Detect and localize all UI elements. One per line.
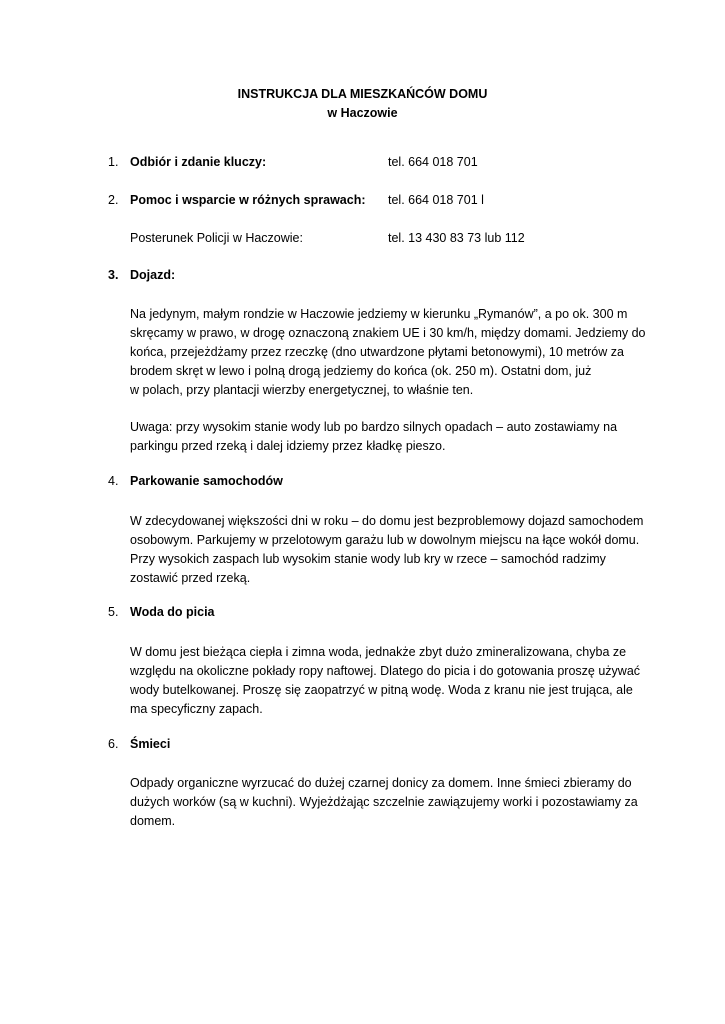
section-number: 3. xyxy=(108,268,119,282)
text-line: Uwaga: przy wysokim stanie wody lub po bardzo silnych opadach – auto zostawiamy na xyxy=(130,420,618,434)
section-number: 4. xyxy=(108,474,119,488)
section-heading-keys: Odbiór i zdanie kluczy: xyxy=(130,155,267,169)
text-line: W zdecydowanej większości dni w roku – do domu jest bezproblemowy dojazd samochodem xyxy=(130,514,644,528)
text-line: parkingu przed rzeką i dalej idziemy przez kładkę pieszo. xyxy=(130,439,446,453)
section-number: 1. xyxy=(108,155,119,169)
section-number: 6. xyxy=(108,737,119,751)
section-heading-directions: Dojazd: xyxy=(130,268,176,282)
text-line: skręcamy w prawo, w drogę oznaczoną znakiem UE i 30 km/h, między domami. Jedziemy do xyxy=(130,326,646,340)
text-line: dużych worków (są w kuchni). Wyjeżdżając szczelnie zawiązujemy worki i pozostawiamy za xyxy=(130,795,638,809)
parking-paragraph xyxy=(130,512,650,588)
directions-paragraph xyxy=(130,305,650,400)
text-line: ma specyficzny zapach. xyxy=(130,702,263,716)
phone-police: tel. 13 430 83 73 lub 112 xyxy=(388,231,525,245)
text-line: względu na okoliczne pokłady ropy naftowej. Dlatego do picia i do gotowania proszę używać xyxy=(130,664,641,678)
section-heading-help: Pomoc i wsparcie w różnych sprawach: xyxy=(130,193,366,207)
text-line: wody butelkowanej. Proszę się zaopatrzyć w pitną wodę. Woda z kranu nie jest trująca, ale xyxy=(130,683,633,697)
text-line: domem. xyxy=(130,814,176,828)
water-paragraph xyxy=(130,643,650,719)
warning-paragraph xyxy=(130,418,650,456)
section-number: 2. xyxy=(108,193,119,207)
phone-keys: tel. 664 018 701 xyxy=(388,155,478,169)
text-line: W domu jest bieżąca ciepła i zimna woda, jednakże zbyt dużo zmineralizowana, chyba ze xyxy=(130,645,627,659)
section-number: 5. xyxy=(108,605,119,619)
text-line: Na jedynym, małym rondzie w Haczowie jedziemy w kierunku „Rymanów”, a po ok. 300 m xyxy=(130,307,628,321)
text-line: Przy wysokich zaspach lub wysokim stanie wody lub kry w rzece – samochód radzimy xyxy=(130,552,606,566)
text-line: zostawić przed rzeką. xyxy=(130,571,251,585)
section-heading-water: Woda do picia xyxy=(130,605,215,619)
section-heading-parking: Parkowanie samochodów xyxy=(130,474,283,488)
text-line: końca, przejeżdżamy przez rzeczkę (dno utwardzone płytami betonowymi), 10 metrów za xyxy=(130,345,624,359)
document-title: INSTRUKCJA DLA MIESZKAŃCÓW DOMU xyxy=(237,87,488,101)
police-label: Posterunek Policji w Haczowie: xyxy=(130,231,303,245)
text-line: osobowym. Parkujemy w przelotowym garażu lub w dowolnym miejscu na łące wokół domu. xyxy=(130,533,640,547)
waste-paragraph xyxy=(130,774,650,831)
section-heading-waste: Śmieci xyxy=(130,737,171,751)
document-subtitle: w Haczowie xyxy=(327,106,398,120)
phone-help: tel. 664 018 701 l xyxy=(388,193,484,207)
text-line: Odpady organiczne wyrzucać do dużej czarnej donicy za domem. Inne śmieci zbieramy do xyxy=(130,776,632,790)
text-line: w polach, przy plantacji wierzby energetycznej, to właśnie ten. xyxy=(130,383,474,397)
text-line: brodem skręt w lewo i polną drogą jedziemy do końca (ok. 250 m). Ostatni dom, już xyxy=(130,364,592,378)
